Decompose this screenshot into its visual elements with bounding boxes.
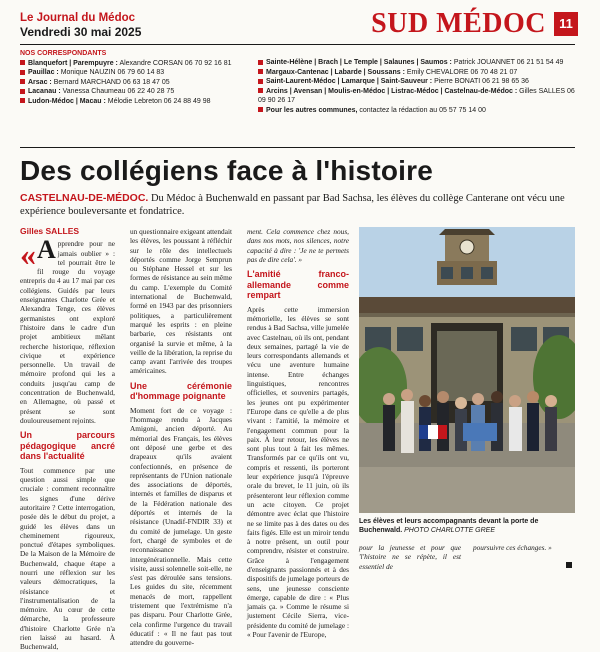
dateline: CASTELNAU-DE-MÉDOC. xyxy=(20,192,149,204)
quote-mark: « xyxy=(20,236,36,273)
photo-credit: PHOTO CHARLOTTE GREE xyxy=(404,527,496,534)
masthead xyxy=(20,8,582,44)
byline: Gilles SALLES xyxy=(20,226,80,236)
article-headline: Des collégiens face à l'histoire xyxy=(20,155,434,186)
bullet-square-icon xyxy=(258,60,263,65)
section-title: SUD MÉDOC xyxy=(371,8,546,39)
body-text: Après cette immersion mémorielle, les élèves se sont rendus à Bad Sachsa, ville jumelée avec Castelnau, où ils ont, pendant deux semaines, partagé la vie de leurs correspondants allemands et vécu une aventure humaine intense. Entre échanges linguistiques, rencontres officielles, et souvenirs partagés, les jeunes ont pu expérimenter l'Europe dans ce qu'elle a de plus vivant : l'amitié, la mémoire et l'engagement commun pour la paix. À leur retour, les élèves ne sont plus tout à fait les mêmes. Transformés par ce qu'ils ont vu, compris et ressenti, ils porteront leur expérience jusqu'à l'épreuve orale du brevet, le 11 juin, où ils présenteront leur réflexion comme un acte citoyen. Ce projet démontre avec éclat que l'histoire ne se limite pas à des dates ou des faits figés. Elle est un miroir tendu à notre présent, un outil pour comprendre, résister et construire. Grâce à l'engagement d'enseignants passionnés et à des dispositifs de jumelage porteurs de sens, une jeunesse consciente émerge, capable de dire : « Plus jamais ça. » Comme le résume si justement Cécile Sierra, vice-présidente du comité de jumelage : « Pour l'avenir de l'Europe, xyxy=(247,304,349,640)
correspondent-item: Pour les autres communes, contactez la rédaction au 05 57 75 14 00 xyxy=(258,106,578,116)
caption-text: Les élèves et leurs accompagnants devant la porte de Buchenwald. xyxy=(359,518,539,534)
subhead: L'amitié franco-allemande comme rempart xyxy=(247,269,349,301)
correspondent-item: Arsac : Bernard MARCHAND 06 63 18 47 05 xyxy=(20,78,295,88)
body-text: un questionnaire exigeant attendait les élèves, les poussant à réfléchir sur le rôle des intellectuels déportés comme Jorge Semprun ou Stéphane Hessel et sur les formes de résistance au sein même du camp. L'exemple du Comité international de Buchenwald, formé en 1943 par des prisonniers politiques, a particulièrement marqué les esprits : en pleine barbarie, ces résistants ont organisé la survie et même, à la veille de la libération, la reprise du camp avant l'arrivée des troupes américaines. xyxy=(130,227,232,376)
correspondent-item: Blanquefort | Parempuyre : Alexandre CORSAN 06 70 92 16 81 xyxy=(20,59,295,69)
article-column-1 xyxy=(20,227,115,652)
article-column-4-left: pour la jeunesse et pour que 'l'histoire ne se répète, il est essentiel de xyxy=(359,543,461,571)
bullet-square-icon xyxy=(20,98,25,103)
bullet-square-icon xyxy=(258,88,263,93)
correspondents-rule xyxy=(20,147,575,148)
correspondent-item: Saint-Laurent-Médoc | Lamarque | Saint-Sauveur : Pierre BONATI 06 21 98 65 36 xyxy=(258,77,578,87)
article-column-2 xyxy=(130,227,232,647)
bullet-square-icon xyxy=(258,69,263,74)
bullet-square-icon xyxy=(20,89,25,94)
drop-cap: A xyxy=(37,235,56,265)
bullet-square-icon xyxy=(20,79,25,84)
bullet-square-icon xyxy=(20,70,25,75)
body-text: Tout commence par une question aussi simple que cruciale : comment reconnaître les signes d'une dérive autoritaire ? Cette interrogation, posée dès le début du projet, a guidé les élèves dans un cheminement rigoureux, ponctué d'étapes symboliques. De la Maison de la Mémoire de Buchenwald, chaque étape a nourri une réflexion sur les valeurs démocratiques, la résistance et l'instrumentalisation de la mémoire. Au cœur de cette démarche, la professeure d'histoire Charlotte Grée n'a rien laissé au hasard. À Buchenwald, xyxy=(20,465,115,652)
end-of-article-icon xyxy=(566,562,572,568)
page-number: 11 xyxy=(554,12,578,36)
photo-caption xyxy=(359,517,575,535)
correspondent-item: Margaux-Cantenac | Labarde | Soussans : Emily CHEVALORE 06 70 48 21 07 xyxy=(258,68,578,78)
chapo-text: Du Médoc à Buchenwald en passant par Bad Sachsa, les élèves du collège Canterane ont vécu une expérience bouleversante et fondatrice. xyxy=(20,193,565,217)
article-column-3 xyxy=(247,227,349,639)
bullet-square-icon xyxy=(20,60,25,65)
body-text: Moment fort de ce voyage : l'hommage rendu à Jacques Amigoni, ancien déporté. Au mémorial des Français, les élèves ont déposé une gerbe et des drapeaux qu'ils avaient confectionnés, en présence de représentants de l'Union nationale des associations de déportés, internés et familles de disparus et de la Fédération nationale des déportés et internés de la résistance (Unadif-FNDIR 33) et du comité de jumelage. Un geste fort, chargé de symboles et de reconnaissance intergénérationnelle. Mais cette visite, aussi solennelle soit-elle, ne s'est pas déroulée sans tensions. Les guides du site, récemment menacés de mort, rappellent tristement que l'extrémisme n'a pas disparu. Pour Charlotte Grée, cela confirme l'urgence du travail éducatif : « Il ne faut pas tout attendre du gouverne- xyxy=(130,405,232,648)
newspaper-name: Le Journal du Médoc xyxy=(20,12,136,24)
correspondents-right xyxy=(258,58,578,115)
body-text: ment. Cela commence chez nous, dans nos mots, nos silences, notre capacité à dire : 'Je ne te permets pas de dire cela'. » xyxy=(247,227,349,264)
intro-text: pprendre pour ne jamais oublier » : tel pourrait être le fil rouge du voyage entrepris du 4 au 17 mai par ces collégiens. Guidés par leurs enseignantes Charlotte Grée et Alexandra Tenge, ces élèves germanistes ont exploré l'histoire dans le cadre d'un projet ambitieux mêlant recherche historique, réflexion civique et expérience personnelle. Un travail de mémoire profond qui les a conduits jusqu'au camp de concentration de Buchenwald, en Allemagne, où passé et présent se sont douloureusement rejoints. xyxy=(20,239,115,425)
article-photo xyxy=(359,227,575,513)
subhead: Une cérémonie d'hommage poignante xyxy=(130,380,232,402)
correspondent-item: Lacanau : Vanessa Chaumeau 06 22 40 28 75 xyxy=(20,87,295,97)
correspondent-item: Sainte-Hélène | Brach | Le Temple | Salaunes | Saumos : Patrick JOUANNET 06 21 51 54 49 xyxy=(258,58,578,68)
issue-date: Vendredi 30 mai 2025 xyxy=(20,25,142,39)
correspondent-item: Arcins | Avensan | Moulis-en-Médoc | Listrac-Médoc | Castelnau-de-Médoc : Gilles SALLES 06 09 90 26 17 xyxy=(258,87,575,104)
subhead: Un parcours pédagogique ancré dans l'actualité xyxy=(20,430,115,462)
correspondents-title: NOS CORRESPONDANTS xyxy=(20,50,107,57)
masthead-rule xyxy=(20,44,575,45)
bullet-square-icon xyxy=(258,107,263,112)
bullet-square-icon xyxy=(258,79,263,84)
buchenwald-gate-image xyxy=(359,227,575,513)
correspondents-left xyxy=(20,49,295,106)
article-column-4-right: poursuivre ces échanges. » xyxy=(473,543,552,552)
correspondent-item: Ludon-Médoc | Macau : Mélodie Lebreton 06 24 88 49 98 xyxy=(20,97,295,107)
article-chapo xyxy=(20,192,575,218)
correspondent-item: Pauillac : Monique NAUZIN 06 79 60 14 83 xyxy=(20,68,295,78)
